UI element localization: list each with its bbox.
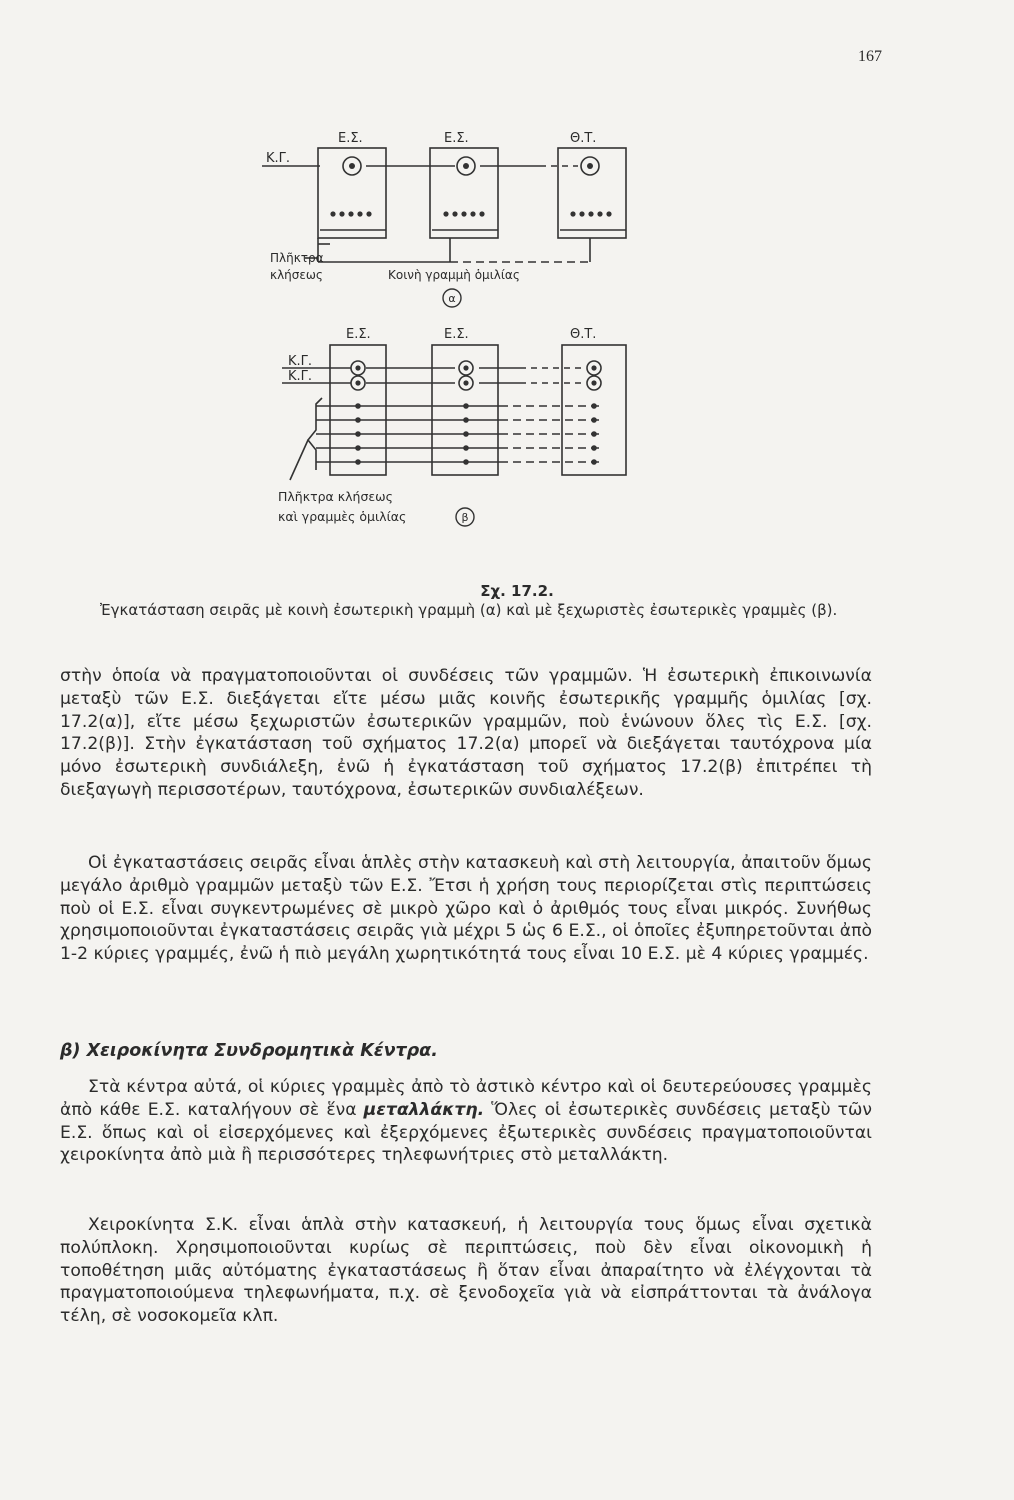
figure-17-2 — [0, 0, 1014, 560]
paragraph-3-end: Ὅλες οἱ ἐσωτερικὲς συνδέσεις μεταξὺ τῶν Ε.Σ. ὅπως καὶ οἱ εἰσερχόμενες καὶ ἐξερχόμενες ἐξωτερικὲς συνδέσεις πραγματοποιοῦνται χειροκίνητα ἀπὸ μιὰ ἢ περισσότερες τηλεφωνήτριες στὸ μεταλλάκτη. — [60, 1099, 872, 1166]
section-heading: β) Χειροκίνητα Συνδρομητικὰ Κέντρα. — [60, 1041, 438, 1061]
paragraph-4: Χειροκίνητα Σ.Κ. εἶναι ἁπλὰ στὴν κατασκευή, ἡ λειτουργία τους ὅμως εἶναι σχετικὰ πολύπλοκη. Χρησιμοποιοῦνται κυρίως σὲ περιπτώσεις, ποὺ δὲν εἶναι οἰκονομικὴ ἡ τοποθέτηση μιᾶς αὐτόματης ἐγκαταστάσεως ἢ ὅταν εἶναι ἀπαραίτητο νὰ ἐλέγχονται τὰ πραγματοποιούμενα τηλεφωνήματα, π.χ. σὲ ξενοδοχεῖα γιὰ νὰ εἰσπράττονται τὰ ἀνάλογα τέλη, σὲ νοσοκομεῖα κλπ. — [60, 1215, 872, 1327]
call-keys-a — [330, 211, 611, 216]
keys-label-a-2: κλήσεως — [270, 268, 323, 282]
paragraph-1: στὴν ὁποία νὰ πραγματοποιοῦνται οἱ συνδέσεις τῶν γραμμῶν. Ἡ ἐσωτερικὴ ἐπικοινωνία μεταξὺ τῶν Ε.Σ. διεξάγεται εἴτε μέσω μιᾶς κοινῆς ἐσωτερικῆς γραμμῆς ὁμιλίας [σχ. 17.2(α)], εἴτε μέσω ξεχωριστῶν ἐσωτερικῶν γραμμῶν, ποὺ ἑνώνουν ὅλες τὶς Ε.Σ. [σχ. 17.2(β)]. Στὴν ἐγκατάσταση τοῦ σχήματος 17.2(α) μπορεῖ νὰ διεξάγεται ταυτόχρονα μία μόνο ἐσωτερικὴ συνδιάλεξη, ἐνῶ ἡ ἐγκατάσταση τοῦ σχήματος 17.2(β) ἐπιτρέπει τὴ διεξαγωγὴ περισσοτέρων, ταυτόχρονα, ἐσωτερικῶν συνδιαλέξεων. — [60, 666, 872, 800]
caption-text: Ἐγκατάσταση σειρᾶς μὲ κοινὴ ἐσωτερικὴ γραμμὴ (α) καὶ μὲ ξεχωριστὲς ἐσωτερικὲς γραμμὲς (β). — [100, 601, 838, 619]
label-es2-b: Ε.Σ. — [444, 327, 469, 342]
page-number: 167 — [858, 48, 882, 65]
caption-number: Σχ. 17.2. — [480, 582, 554, 600]
common-line-label: Κοινὴ γραμμὴ ὁμιλίας — [388, 268, 520, 282]
label-es1-b: Ε.Σ. — [346, 327, 371, 342]
keys-label-b-1: Πλῆκτρα κλήσεως — [278, 489, 393, 504]
label-kg2-b: Κ.Γ. — [288, 369, 313, 384]
label-es2-a: Ε.Σ. — [444, 131, 469, 146]
term-metallaktis: μεταλλάκτη. — [363, 1099, 485, 1120]
keys-label-a-1: Πλῆκτρα — [270, 251, 324, 265]
paragraph-3-start: Στὰ κέντρα αὐτά, οἱ κύριες γραμμὲς ἀπὸ τὸ ἀστικὸ κέντρο καὶ οἱ δευτερεύουσες γραμμὲς ἀπὸ κάθε Ε.Σ. καταλήγουν σὲ ἕνα — [60, 1077, 872, 1120]
label-ot-a: Θ.Τ. — [570, 131, 597, 146]
label-kg-a: Κ.Γ. — [266, 151, 291, 166]
label-ot-b: Θ.Τ. — [570, 327, 597, 342]
keys-label-b-2: καὶ γραμμὲς ὁμιλίας — [278, 509, 407, 524]
label-es1-a: Ε.Σ. — [338, 131, 363, 146]
paragraph-2: Οἱ ἐγκαταστάσεις σειρᾶς εἶναι ἁπλὲς στὴν κατασκευὴ καὶ στὴ λειτουργία, ἀπαιτοῦν ὅμως μεγάλο ἀριθμὸ γραμμῶν μεταξὺ τῶν Ε.Σ. Ἔτσι ἡ χρήση τους περιορίζεται στὶς περιπτώσεις ποὺ οἱ Ε.Σ. εἶναι συγκεντρωμένες σὲ μικρὸ χῶρο καὶ ὁ ἀριθμός τους εἶναι μικρός. Συνήθως χρησιμοποιοῦνται ἐγκαταστάσεις σειρᾶς γιὰ μέχρι 5 ὡς 6 Ε.Σ., οἱ ὁποῖες ἐξυπηρετοῦνται ἀπὸ 1-2 κύριες γραμμές, ἐνῶ ἡ πιὸ μεγάλη χωρητικότητά τους εἶναι 10 Ε.Σ. μὲ 4 κύριες γραμμές. — [60, 853, 872, 965]
wiring-diagram — [0, 0, 1014, 560]
marker-b: β — [461, 511, 469, 524]
paragraph-3 — [60, 1076, 872, 1167]
marker-a: α — [448, 292, 456, 305]
label-kg1-b: Κ.Γ. — [288, 354, 313, 369]
